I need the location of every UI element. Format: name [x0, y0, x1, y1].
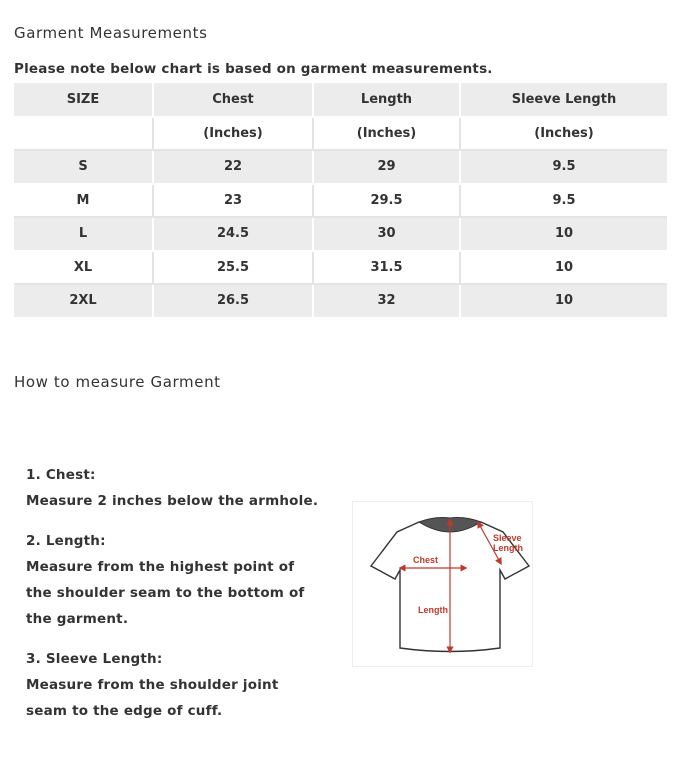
size-chart-table [14, 83, 667, 319]
sleeve-label-line1: Sleeve [493, 533, 522, 543]
table-row [14, 284, 667, 318]
table-cell: 24.5 [153, 217, 313, 251]
table-cell: 23 [153, 184, 313, 218]
how-to-measure-title: How to measure Garment [14, 373, 221, 391]
table-cell: 31.5 [313, 251, 460, 285]
instruction-title: 2. Length: [26, 533, 106, 549]
table-header-row [14, 83, 667, 117]
table-cell: 9.5 [460, 184, 667, 218]
tshirt-measure-diagram [352, 501, 533, 667]
instruction-line: Measure 2 inches below the armhole. [26, 493, 319, 509]
table-cell: 29 [313, 150, 460, 184]
table-cell: 9.5 [460, 150, 667, 184]
table-cell: 32 [313, 284, 460, 318]
table-row [14, 217, 667, 251]
chart-note: Please note below chart is based on garment measurements. [14, 61, 493, 77]
instruction-line: Measure from the shoulder joint [26, 677, 279, 693]
table-units-row [14, 117, 667, 151]
instruction-block [26, 646, 346, 724]
table-cell: 29.5 [313, 184, 460, 218]
table-row [14, 150, 667, 184]
table-cell: Sleeve Length [460, 83, 667, 117]
table-cell: XL [14, 251, 153, 285]
length-label: Length [418, 605, 448, 615]
table-cell: L [14, 217, 153, 251]
table-cell: 10 [460, 284, 667, 318]
table-cell: (Inches) [460, 117, 667, 151]
table-cell: 30 [313, 217, 460, 251]
instruction-title: 3. Sleeve Length: [26, 651, 163, 667]
table-cell: 10 [460, 251, 667, 285]
tshirt-diagram-svg [353, 502, 534, 668]
instruction-block [26, 528, 346, 632]
table-cell: SIZE [14, 83, 153, 117]
table-cell: S [14, 150, 153, 184]
instruction-block [26, 462, 346, 514]
measurement-instructions [26, 462, 346, 738]
chest-label: Chest [413, 555, 439, 565]
table-cell: (Inches) [313, 117, 460, 151]
instruction-line: the shoulder seam to the bottom of [26, 585, 305, 601]
table-cell: 25.5 [153, 251, 313, 285]
table-cell: M [14, 184, 153, 218]
table-cell: 22 [153, 150, 313, 184]
table-cell: 2XL [14, 284, 153, 318]
table-cell: Chest [153, 83, 313, 117]
table-cell: (Inches) [153, 117, 313, 151]
table-cell: 10 [460, 217, 667, 251]
sleeve-label-line2: Length [493, 543, 523, 553]
instruction-line: Measure from the highest point of [26, 559, 295, 575]
instruction-title: 1. Chest: [26, 467, 96, 483]
garment-measurements-title: Garment Measurements [14, 24, 208, 42]
instruction-line: the garment. [26, 611, 129, 627]
table-row [14, 251, 667, 285]
instruction-line: seam to the edge of cuff. [26, 703, 223, 719]
table-cell: 26.5 [153, 284, 313, 318]
table-cell [14, 117, 153, 151]
table-row [14, 184, 667, 218]
table-cell: Length [313, 83, 460, 117]
